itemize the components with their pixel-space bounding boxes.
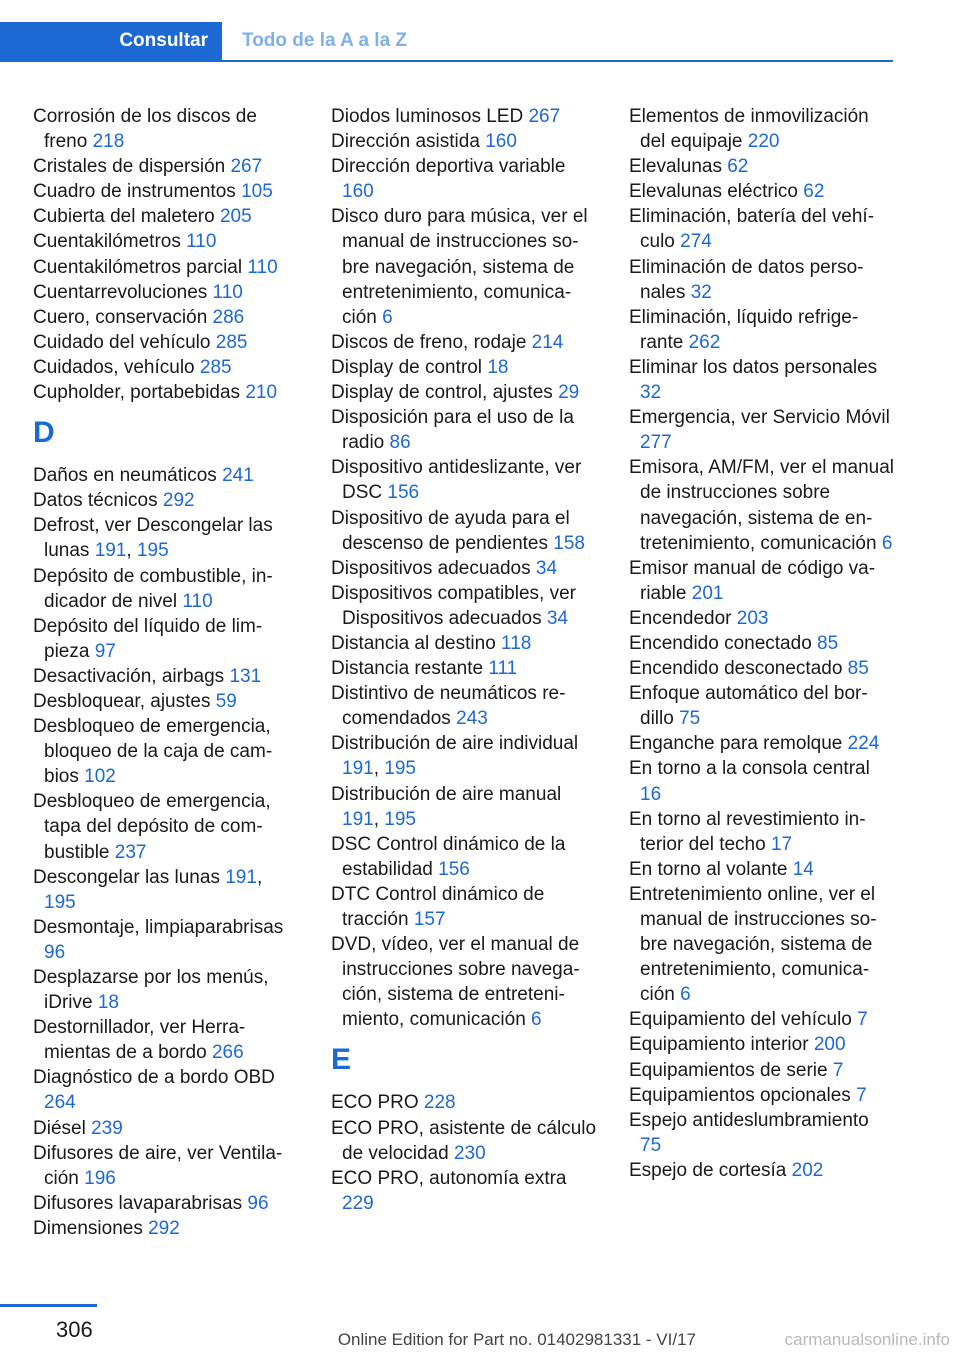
index-entry-text: Desplazarse por los menús, iDrive bbox=[33, 967, 269, 1014]
index-entry-text: Display de control bbox=[331, 356, 483, 378]
index-entry-text: Dispositivo de ayuda para el descenso de pendientes bbox=[331, 507, 570, 554]
page-reference-link[interactable]: 110 bbox=[212, 281, 243, 303]
index-entry: Descongelar las lunas 191, 195 bbox=[33, 866, 263, 913]
index-entry bbox=[331, 631, 597, 656]
index-entry-text: Depósito del líquido de limpieza bbox=[33, 615, 263, 662]
index-entry bbox=[33, 1065, 299, 1115]
page-reference-link[interactable]: 264 bbox=[44, 1092, 76, 1114]
page-reference-link[interactable]: 32 bbox=[640, 382, 662, 404]
index-entry-text: Cuentakilómetros bbox=[33, 231, 181, 253]
page-reference-link[interactable]: 86 bbox=[389, 432, 411, 454]
page-reference-link[interactable]: 156 bbox=[438, 858, 470, 880]
index-entry bbox=[331, 932, 597, 1032]
page-reference-link[interactable]: 160 bbox=[485, 131, 517, 153]
index-entry-text: Distribución de aire individual bbox=[331, 733, 579, 755]
index-entry bbox=[33, 255, 299, 280]
index-entry bbox=[331, 1166, 597, 1216]
index-entry bbox=[331, 380, 597, 405]
index-entry-text: Elevalunas eléctrico bbox=[629, 181, 798, 203]
index-entry-text: DTC Control dinámico de tracción bbox=[331, 883, 545, 930]
index-entry-text: Desactivación, airbags bbox=[33, 665, 225, 687]
page-reference-link[interactable]: 118 bbox=[501, 632, 532, 654]
page-reference-link[interactable]: 202 bbox=[791, 1159, 824, 1181]
page-reference-link[interactable]: 34 bbox=[535, 557, 558, 579]
index-entry bbox=[629, 179, 895, 204]
page-reference-link[interactable]: 191 bbox=[342, 758, 374, 780]
index-entry-text: Cuidado del vehículo bbox=[33, 331, 211, 353]
page-reference-link[interactable]: 7 bbox=[857, 1009, 868, 1031]
index-entry bbox=[33, 1141, 299, 1191]
index-entry bbox=[33, 789, 299, 864]
page-reference-link[interactable]: 97 bbox=[94, 640, 116, 662]
page-reference-link[interactable]: 191 bbox=[94, 540, 127, 562]
index-entry-text: Cuero, conservación bbox=[33, 306, 208, 328]
index-entry-text: Distribución de aire manual bbox=[331, 783, 562, 805]
index-entry-text: Cuentakilómetros parcial bbox=[33, 256, 243, 278]
page-reference-link[interactable]: 267 bbox=[230, 156, 263, 178]
index-entry bbox=[33, 915, 299, 965]
page-reference-link[interactable]: 218 bbox=[92, 131, 125, 153]
index-entry bbox=[331, 355, 597, 380]
index-entry-text: Distintivo de neumáticos recomendados bbox=[331, 683, 566, 730]
page-reference-link[interactable]: 274 bbox=[680, 231, 712, 253]
index-entry-text: Depósito de combustible, indicador de nivel bbox=[33, 565, 273, 612]
index-entry-text: Entretenimiento online, ver el manual de instrucciones sobre navegación, sistema de entretenimiento, comunicación bbox=[629, 883, 877, 1006]
page-reference-link[interactable]: 105 bbox=[241, 181, 273, 203]
index-entry bbox=[33, 689, 299, 714]
page-reference-link[interactable]: 16 bbox=[640, 783, 662, 805]
index-entry bbox=[33, 104, 299, 154]
page-reference-link[interactable]: 157 bbox=[413, 909, 446, 930]
page-reference-link[interactable]: 262 bbox=[688, 331, 721, 353]
page-reference-link[interactable]: 195 bbox=[136, 540, 169, 562]
index-entry-text: ECO PRO, autonomía extra bbox=[331, 1167, 567, 1189]
index-entry bbox=[629, 1083, 895, 1108]
page-reference-link[interactable]: 17 bbox=[770, 833, 793, 855]
index-entry bbox=[629, 606, 895, 631]
tab-consultar[interactable]: Consultar bbox=[0, 22, 222, 60]
index-entry-text: Descongelar las lunas bbox=[33, 866, 220, 888]
page-reference-link[interactable]: 85 bbox=[817, 632, 839, 654]
page-reference-link[interactable]: 102 bbox=[84, 766, 116, 788]
page-reference-link[interactable]: 266 bbox=[211, 1042, 244, 1064]
index-entry bbox=[33, 488, 299, 513]
index-entry-text: DSC Control dinámico de la estabilidad bbox=[331, 833, 566, 880]
page-reference-link[interactable]: 110 bbox=[247, 256, 278, 278]
index-entry bbox=[33, 664, 299, 689]
page-reference-link[interactable]: 285 bbox=[199, 356, 232, 378]
index-entry-text: Diagnóstico de a bordo OBD bbox=[33, 1067, 275, 1089]
page-reference-link[interactable]: 195 bbox=[384, 758, 416, 780]
index-entry-text: Emisora, AM/FM, ver el manual de instrucciones sobre navegación, sistema de entretenimiento, comunicación bbox=[629, 457, 895, 554]
index-entry-text: Difusores de aire, ver Ventilación bbox=[33, 1142, 283, 1189]
page-reference-link[interactable]: 18 bbox=[487, 356, 509, 378]
index-entry bbox=[33, 714, 299, 789]
index-entry bbox=[629, 204, 895, 254]
index-entry bbox=[331, 506, 597, 556]
index-entry-text: Disposición para el uso de la radio bbox=[331, 407, 574, 454]
index-entry-text: Equipamiento interior bbox=[629, 1034, 809, 1056]
index-entry-text: Display de control, ajustes bbox=[331, 382, 553, 404]
page-reference-link[interactable]: 277 bbox=[640, 432, 672, 454]
index-entry bbox=[629, 882, 895, 1007]
index-entry bbox=[331, 1116, 597, 1166]
index-entry bbox=[331, 556, 597, 581]
page-number: 306 bbox=[56, 1317, 93, 1342]
index-entry-text: Diésel bbox=[33, 1117, 86, 1139]
index-entry-text: Eliminación, líquido refrigerante bbox=[629, 306, 859, 353]
index-entry-text: Desbloqueo de emergencia, tapa del depósito de combustible bbox=[33, 791, 271, 863]
page-reference-link[interactable]: 29 bbox=[558, 382, 580, 404]
index-entry bbox=[629, 1158, 895, 1183]
index-entry-text: Cupholder, portabebidas bbox=[33, 382, 241, 404]
page-reference-link[interactable]: 156 bbox=[387, 482, 420, 504]
index-entry bbox=[331, 832, 597, 882]
page-reference-link[interactable]: 286 bbox=[212, 306, 245, 328]
index-entry-text: Discos de freno, rodaje bbox=[331, 331, 527, 353]
section-letter-d: D bbox=[33, 416, 55, 450]
index-entry-text: Eliminación, batería del vehículo bbox=[629, 206, 875, 253]
page-reference-link[interactable]: 203 bbox=[736, 607, 769, 629]
index-entry bbox=[629, 1007, 895, 1032]
index-entry-text: Distancia al destino bbox=[331, 632, 496, 654]
index-column-1 bbox=[33, 104, 299, 1241]
index-entry bbox=[331, 581, 597, 631]
index-entry bbox=[629, 656, 895, 681]
index-entry-text: Corrosión de los discos de freno bbox=[33, 106, 257, 153]
index-entry bbox=[629, 631, 895, 656]
watermark-text: carmanualsonline.info bbox=[784, 1330, 950, 1349]
index-entry-text: Dispositivos compatibles, ver Dispositivos adecuados bbox=[331, 582, 576, 629]
index-entry bbox=[629, 405, 895, 455]
index-entry bbox=[331, 129, 597, 154]
page-reference-link[interactable]: 7 bbox=[832, 1059, 844, 1081]
page-reference-link[interactable]: 230 bbox=[453, 1142, 486, 1164]
page-reference-link[interactable]: 7 bbox=[856, 1084, 867, 1106]
page-reference-link[interactable]: 200 bbox=[813, 1034, 846, 1056]
index-entry-text: Desbloquear, ajustes bbox=[33, 690, 211, 712]
page-reference-link[interactable]: 243 bbox=[456, 708, 488, 730]
page-reference-link[interactable]: 224 bbox=[847, 733, 880, 755]
index-entry: Distribución de aire individual 191, 195 bbox=[331, 733, 579, 780]
page-reference-link[interactable]: 237 bbox=[114, 841, 147, 863]
index-entry bbox=[33, 614, 299, 664]
index-entry bbox=[331, 656, 597, 681]
index-entry bbox=[629, 857, 895, 882]
index-entry bbox=[33, 1116, 299, 1141]
index-entry bbox=[331, 405, 597, 455]
index-entry bbox=[331, 154, 597, 204]
page-reference-link[interactable]: 191 bbox=[342, 808, 374, 830]
index-entry-text: En torno al revestimiento interior del techo bbox=[629, 808, 866, 855]
index-entry-text: Encendedor bbox=[629, 607, 732, 629]
page-reference-link[interactable]: 59 bbox=[215, 690, 237, 712]
page-reference-link[interactable]: 6 bbox=[680, 984, 691, 1006]
page-reference-link[interactable]: 228 bbox=[423, 1092, 456, 1114]
index-column-3 bbox=[629, 104, 895, 1183]
index-entry bbox=[33, 965, 299, 1015]
index-entry: Defrost, ver Descongelar las lunas 191, 195 bbox=[33, 515, 273, 562]
page-reference-link[interactable]: 111 bbox=[488, 658, 518, 680]
index-entry: Distribución de aire manual 191, 195 bbox=[331, 783, 562, 830]
index-entry bbox=[33, 463, 299, 488]
page-reference-link[interactable]: 158 bbox=[553, 532, 585, 554]
index-entry bbox=[33, 280, 299, 305]
index-entry bbox=[629, 731, 895, 756]
index-entry-text: DVD, vídeo, ver el manual de instrucciones sobre navegación, sistema de entretenimiento, comunicación bbox=[331, 934, 580, 1031]
index-entry-text: Espejo antideslumbramiento bbox=[629, 1109, 869, 1131]
index-entry bbox=[33, 1191, 299, 1216]
index-entry-text: Equipamientos opcionales bbox=[629, 1084, 851, 1106]
index-entry-text: ECO PRO bbox=[331, 1092, 419, 1114]
page-reference-link[interactable]: 96 bbox=[44, 941, 66, 963]
index-entry-text: En torno a la consola central bbox=[629, 758, 870, 780]
index-entry bbox=[629, 756, 895, 806]
index-entry-text: Encendido desconectado bbox=[629, 658, 843, 680]
page-reference-link[interactable]: 96 bbox=[247, 1192, 269, 1214]
index-entry-text: Elevalunas bbox=[629, 156, 722, 178]
page-reference-link[interactable]: 195 bbox=[384, 808, 416, 830]
index-entry-text: Encendido conectado bbox=[629, 632, 812, 654]
page-reference-link[interactable]: 62 bbox=[803, 181, 825, 203]
index-entry bbox=[629, 455, 895, 555]
index-entry-text: Equipamiento del vehículo bbox=[629, 1009, 852, 1031]
index-entry bbox=[629, 681, 895, 731]
page-reference-link[interactable]: 18 bbox=[97, 992, 119, 1014]
index-entry-text: En torno al volante bbox=[629, 858, 788, 880]
index-entry-text: Eliminación de datos personales bbox=[629, 256, 864, 303]
index-entry-text: Desbloqueo de emergencia, bloqueo de la caja de cambios bbox=[33, 716, 273, 788]
index-entry bbox=[33, 154, 299, 179]
page-reference-link[interactable]: 292 bbox=[162, 490, 195, 512]
page-reference-link[interactable]: 75 bbox=[679, 708, 701, 730]
page-reference-link[interactable]: 160 bbox=[342, 181, 374, 203]
tab-todo-de-la-a-a-la-z[interactable]: Todo de la A a la Z bbox=[242, 30, 408, 51]
index-entry bbox=[629, 807, 895, 857]
index-entry-text: Distancia restante bbox=[331, 658, 484, 680]
index-entry-text: Elementos de inmovilización del equipaje bbox=[629, 106, 869, 153]
page-reference-link[interactable]: 239 bbox=[91, 1117, 123, 1139]
index-entry-text: Defrost, ver Descongelar las lunas bbox=[33, 515, 273, 562]
page-reference-link[interactable]: 6 bbox=[531, 1009, 542, 1031]
index-entry bbox=[33, 1216, 299, 1241]
page-reference-link[interactable]: 210 bbox=[245, 382, 278, 404]
page-reference-link[interactable]: 285 bbox=[215, 331, 248, 353]
index-entry bbox=[331, 455, 597, 505]
index-entry-text: Daños en neumáticos bbox=[33, 465, 217, 487]
index-entry bbox=[33, 380, 299, 405]
page-reference-link[interactable]: 220 bbox=[747, 131, 780, 153]
index-entry-text: Difusores lavaparabrisas bbox=[33, 1192, 243, 1214]
page-reference-link[interactable]: 267 bbox=[528, 106, 561, 127]
index-entry-text: Espejo de cortesía bbox=[629, 1159, 787, 1181]
page-reference-link[interactable]: 62 bbox=[727, 156, 749, 178]
index-entry-text: Disco duro para música, ver el manual de instrucciones sobre navegación, sistema de entretenimiento, comunicación bbox=[331, 206, 588, 328]
index-entry bbox=[331, 330, 597, 355]
footer-rule bbox=[0, 1304, 97, 1307]
index-entry-text: Enganche para remolque bbox=[629, 733, 843, 755]
index-entry bbox=[629, 355, 895, 405]
index-entry-text: Dispositivos adecuados bbox=[331, 557, 531, 579]
index-entry bbox=[629, 1108, 895, 1158]
index-entry-text: Cuadro de instrumentos bbox=[33, 181, 236, 203]
index-entry bbox=[331, 681, 597, 731]
index-entry-text: Eliminar los datos personales bbox=[629, 356, 878, 378]
index-entry bbox=[629, 255, 895, 305]
index-entry-text: Emisor manual de código variable bbox=[629, 557, 876, 604]
index-entry-text: Cristales de dispersión bbox=[33, 156, 226, 178]
index-entry-text: Dirección asistida bbox=[331, 131, 480, 153]
index-entry bbox=[33, 229, 299, 254]
index-entry bbox=[33, 1015, 299, 1065]
index-entry-text: Destornillador, ver Herramientas de a bordo bbox=[33, 1017, 246, 1064]
index-entry bbox=[33, 564, 299, 614]
index-entry-text: Diodos luminosos LED bbox=[331, 106, 524, 127]
index-entry bbox=[331, 204, 597, 329]
page-reference-link[interactable]: 34 bbox=[546, 607, 569, 629]
index-entry-text: Equipamientos de serie bbox=[629, 1059, 828, 1081]
index-entry bbox=[33, 355, 299, 380]
index-entry bbox=[33, 305, 299, 330]
page-reference-link[interactable]: 110 bbox=[186, 231, 217, 253]
page-reference-link[interactable]: 131 bbox=[229, 665, 262, 687]
index-entry-text: Desmontaje, limpiaparabrisas bbox=[33, 916, 284, 938]
edition-note: Online Edition for Part no. 01402981331 - VI/17 bbox=[337, 1330, 696, 1349]
page-reference-link[interactable]: 14 bbox=[792, 858, 814, 880]
page-reference-link[interactable]: 241 bbox=[222, 465, 254, 487]
page-reference-link[interactable]: 229 bbox=[342, 1192, 374, 1214]
page-reference-link[interactable]: 32 bbox=[690, 281, 712, 303]
page-reference-link[interactable]: 85 bbox=[847, 658, 869, 680]
index-entry-text: Cubierta del maletero bbox=[33, 206, 215, 228]
index-entry-text: Cuentarrevoluciones bbox=[33, 281, 208, 303]
index-entry bbox=[629, 305, 895, 355]
page-reference-link[interactable]: 205 bbox=[219, 206, 252, 228]
index-entry bbox=[629, 556, 895, 606]
index-entry-text: Dimensiones bbox=[33, 1217, 143, 1239]
index-entry bbox=[629, 104, 895, 154]
index-entry bbox=[33, 179, 299, 204]
section-letter-e: E bbox=[331, 1043, 352, 1077]
index-entry-text: Enfoque automático del bordillo bbox=[629, 683, 868, 730]
index-entry bbox=[629, 1032, 895, 1057]
index-entry bbox=[629, 1058, 895, 1083]
index-entry bbox=[331, 882, 597, 932]
index-entry bbox=[331, 104, 597, 129]
page-reference-link[interactable]: 6 bbox=[881, 532, 893, 554]
index-entry-text: ECO PRO, asistente de cálculo de velocidad bbox=[331, 1117, 597, 1164]
header-bar bbox=[0, 22, 893, 62]
page-reference-link[interactable]: 75 bbox=[640, 1134, 662, 1156]
page-reference-link[interactable]: 195 bbox=[44, 891, 76, 913]
index-entry bbox=[331, 1090, 597, 1115]
index-entry-text: Datos técnicos bbox=[33, 490, 158, 512]
index-entry-text: Cuidados, vehículo bbox=[33, 356, 195, 378]
index-entry bbox=[33, 330, 299, 355]
page-reference-link[interactable]: 196 bbox=[84, 1167, 116, 1189]
page-reference-link[interactable]: 191 bbox=[225, 866, 257, 888]
index-column-2 bbox=[331, 104, 597, 1216]
page-reference-link[interactable]: 292 bbox=[148, 1217, 180, 1239]
index-entry-text: Emergencia, ver Servicio Móvil bbox=[629, 407, 890, 429]
index-entry-text: Dispositivo antideslizante, ver DSC bbox=[331, 457, 582, 504]
index-entry bbox=[33, 204, 299, 229]
page-reference-link[interactable]: 6 bbox=[382, 306, 393, 328]
page-reference-link[interactable]: 214 bbox=[531, 331, 564, 353]
page-reference-link[interactable]: 110 bbox=[182, 590, 213, 612]
page-reference-link[interactable]: 201 bbox=[691, 582, 724, 604]
index-entry bbox=[629, 154, 895, 179]
index-entry-text: Dirección deportiva variable bbox=[331, 156, 566, 178]
